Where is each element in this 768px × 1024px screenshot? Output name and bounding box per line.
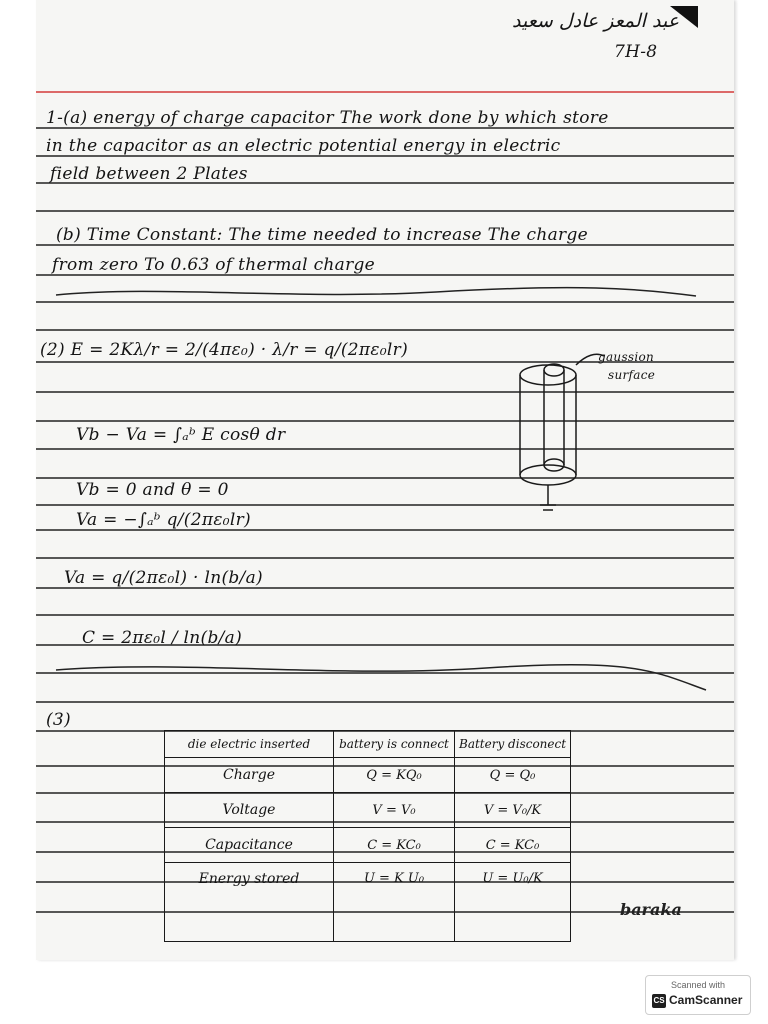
q2-potential-difference: Vb − Va = ∫ₐᵇ E cosθ dr <box>76 425 286 445</box>
separator-stroke-2 <box>56 665 706 690</box>
table-cell: Q = Q₀ <box>455 758 571 793</box>
camscanner-logo-icon: CS <box>652 994 666 1008</box>
table-cell: U = K U₀ <box>334 863 455 942</box>
table-row <box>165 863 571 942</box>
gauss-label-1: gaussion <box>598 350 655 364</box>
separator-stroke-1 <box>56 288 696 296</box>
table-cell: V = V₀ <box>334 793 455 828</box>
q1a-line-2: in the capacitor as an electric potential energy in electric <box>46 136 561 156</box>
q2-va-integral: Va = −∫ₐᵇ q/(2πε₀lr) <box>76 510 251 530</box>
q2-va-result: Va = q/(2πε₀l) · ln(b/a) <box>64 568 263 588</box>
table-header: Battery disconect <box>455 731 571 758</box>
table-cell: Charge <box>165 758 334 793</box>
badge-brand: CamScanner <box>669 993 743 1007</box>
table-header: battery is connect <box>334 731 455 758</box>
gauss-label-2: surface <box>608 368 656 382</box>
student-name: عبد المعز عادل سعيد <box>512 10 680 32</box>
q2-capacitance: C = 2πε₀l / ln(b/a) <box>82 628 243 648</box>
notebook-page <box>36 0 734 960</box>
table-cell: Capacitance <box>165 828 334 863</box>
q3-label: (3) <box>46 710 71 730</box>
gaussian-cylinder-sketch <box>520 354 604 510</box>
table-cell: C = KC₀ <box>334 828 455 863</box>
signature: baraka <box>620 900 682 919</box>
q1a-line-1: 1-(a) energy of charge capacitor The work done by which store <box>46 108 609 128</box>
q1a-line-3: field between 2 Plates <box>50 164 248 184</box>
table-cell: U = U₀/K <box>455 863 571 942</box>
q2-electric-field: (2) E = 2Kλ/r = 2/(4πε₀) · λ/r = q/(2πε₀lr) <box>40 340 409 360</box>
student-code: 7H-8 <box>614 42 658 62</box>
q1b-line-1: (b) Time Constant: The time needed to increase The charge <box>56 225 589 245</box>
table-cell: V = V₀/K <box>455 793 571 828</box>
q1b-line-2: from zero To 0.63 of thermal charge <box>52 255 376 275</box>
q2-condition: Vb = 0 and θ = 0 <box>76 480 229 500</box>
camscanner-badge <box>645 975 751 1015</box>
table-cell: Voltage <box>165 793 334 828</box>
table-header-row <box>165 731 571 758</box>
badge-caption: Scanned with <box>670 980 726 990</box>
dielectric-table <box>164 730 571 942</box>
table-cell: C = KC₀ <box>455 828 571 863</box>
table-row <box>165 758 571 793</box>
table-cell: Energy stored <box>165 863 334 942</box>
table-row <box>165 828 571 863</box>
table-header: die electric inserted <box>165 731 334 758</box>
table-row <box>165 793 571 828</box>
table-cell: Q = KQ₀ <box>334 758 455 793</box>
